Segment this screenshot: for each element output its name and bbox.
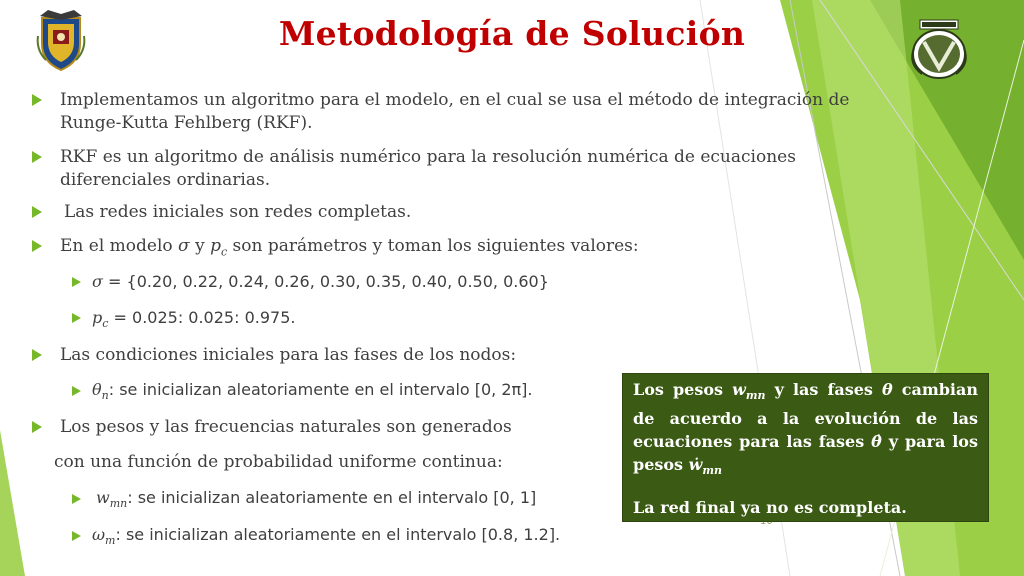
deco-bottom-left	[0, 430, 25, 576]
slide-title: Metodología de Solución	[278, 14, 746, 53]
omega-init-text: : se inicializan aleatoriamente en el intervalo [0.8, 1.2].	[115, 525, 561, 544]
theta-var: $\theta_n$	[92, 380, 109, 403]
sub-bullet-arrow-icon	[72, 313, 81, 323]
wmn-symbol: $w_{mn}$	[732, 380, 766, 403]
theta-symbol: θ	[881, 380, 893, 399]
note-paragraph-1: Los pesos $w_{mn}$ y las fases θ cambian de acuerdo a la evolución de las ecuaciones para las fases θ̇ y para los pesos ẇ$_{mn}$	[633, 380, 979, 478]
note-paragraph-2: La red final ya no es completa.	[633, 498, 907, 518]
note-box	[622, 373, 989, 522]
bullet-4-y: y	[195, 236, 205, 256]
sigma-var: σ	[92, 272, 103, 291]
wmn-var: $w_{mn}$	[96, 488, 128, 511]
bullet-5: Las condiciones iniciales para las fases de los nodos:	[60, 345, 517, 365]
sub-bullet-arrow-icon	[72, 386, 81, 396]
omega-init	[92, 522, 560, 554]
theta-init	[92, 377, 533, 409]
sub-bullet-arrow-icon	[72, 494, 81, 504]
bullet-2-line-2: diferenciales ordinarias.	[60, 170, 271, 190]
bullet-arrow-icon	[32, 421, 42, 433]
omega-var: $\omega_m$	[92, 525, 116, 548]
pc-value-range: = 0.025: 0.025: 0.975.	[113, 308, 296, 327]
pc-var: $p_c$	[92, 308, 109, 331]
theta-dot-symbol: θ̇	[871, 432, 882, 452]
bullet-arrow-icon	[32, 151, 42, 163]
theta-init-text: : se inicializan aleatoriamente en el intervalo [0, 2π].	[108, 380, 533, 399]
wmn-init	[96, 485, 536, 517]
w-dot-symbol: ẇ$_{mn}$	[688, 455, 723, 478]
bullet-1-line-2: Runge-Kutta Fehlberg (RKF).	[60, 113, 313, 133]
sub-bullet-arrow-icon	[72, 277, 81, 287]
bullet-6-line-1: Los pesos y las frecuencias naturales son generados	[60, 417, 512, 437]
bullet-6-line-2: con una función de probabilidad uniforme continua:	[54, 452, 503, 472]
wmn-init-text: : se inicializan aleatoriamente en el intervalo [0, 1]	[127, 488, 537, 507]
bullet-arrow-icon	[32, 206, 42, 218]
bullet-1-line-1: Implementamos un algoritmo para el modelo, en el cual se usa el método de integración de	[60, 90, 850, 110]
bullet-2-line-1: RKF es un algoritmo de análisis numérico para la resolución numérica de ecuaciones	[60, 147, 796, 167]
bullet-4-pre: En el modelo	[60, 236, 173, 256]
bullet-arrow-icon	[32, 240, 42, 252]
bullet-arrow-icon	[32, 94, 42, 106]
sigma-value-list: = {0.20, 0.22, 0.24, 0.26, 0.30, 0.35, 0.40, 0.50, 0.60}	[108, 272, 549, 291]
sub-bullet-arrow-icon	[72, 531, 81, 541]
bullet-4	[60, 233, 639, 265]
pc-values	[92, 305, 295, 337]
bullet-3: Las redes iniciales son redes completas.	[64, 202, 412, 222]
sigma-symbol: σ	[178, 236, 190, 256]
pc-symbol: $p_c$	[210, 236, 228, 259]
sigma-values	[92, 269, 549, 295]
bullet-4-post: son parámetros y toman los siguientes valores:	[232, 236, 639, 256]
bullet-arrow-icon	[32, 349, 42, 361]
